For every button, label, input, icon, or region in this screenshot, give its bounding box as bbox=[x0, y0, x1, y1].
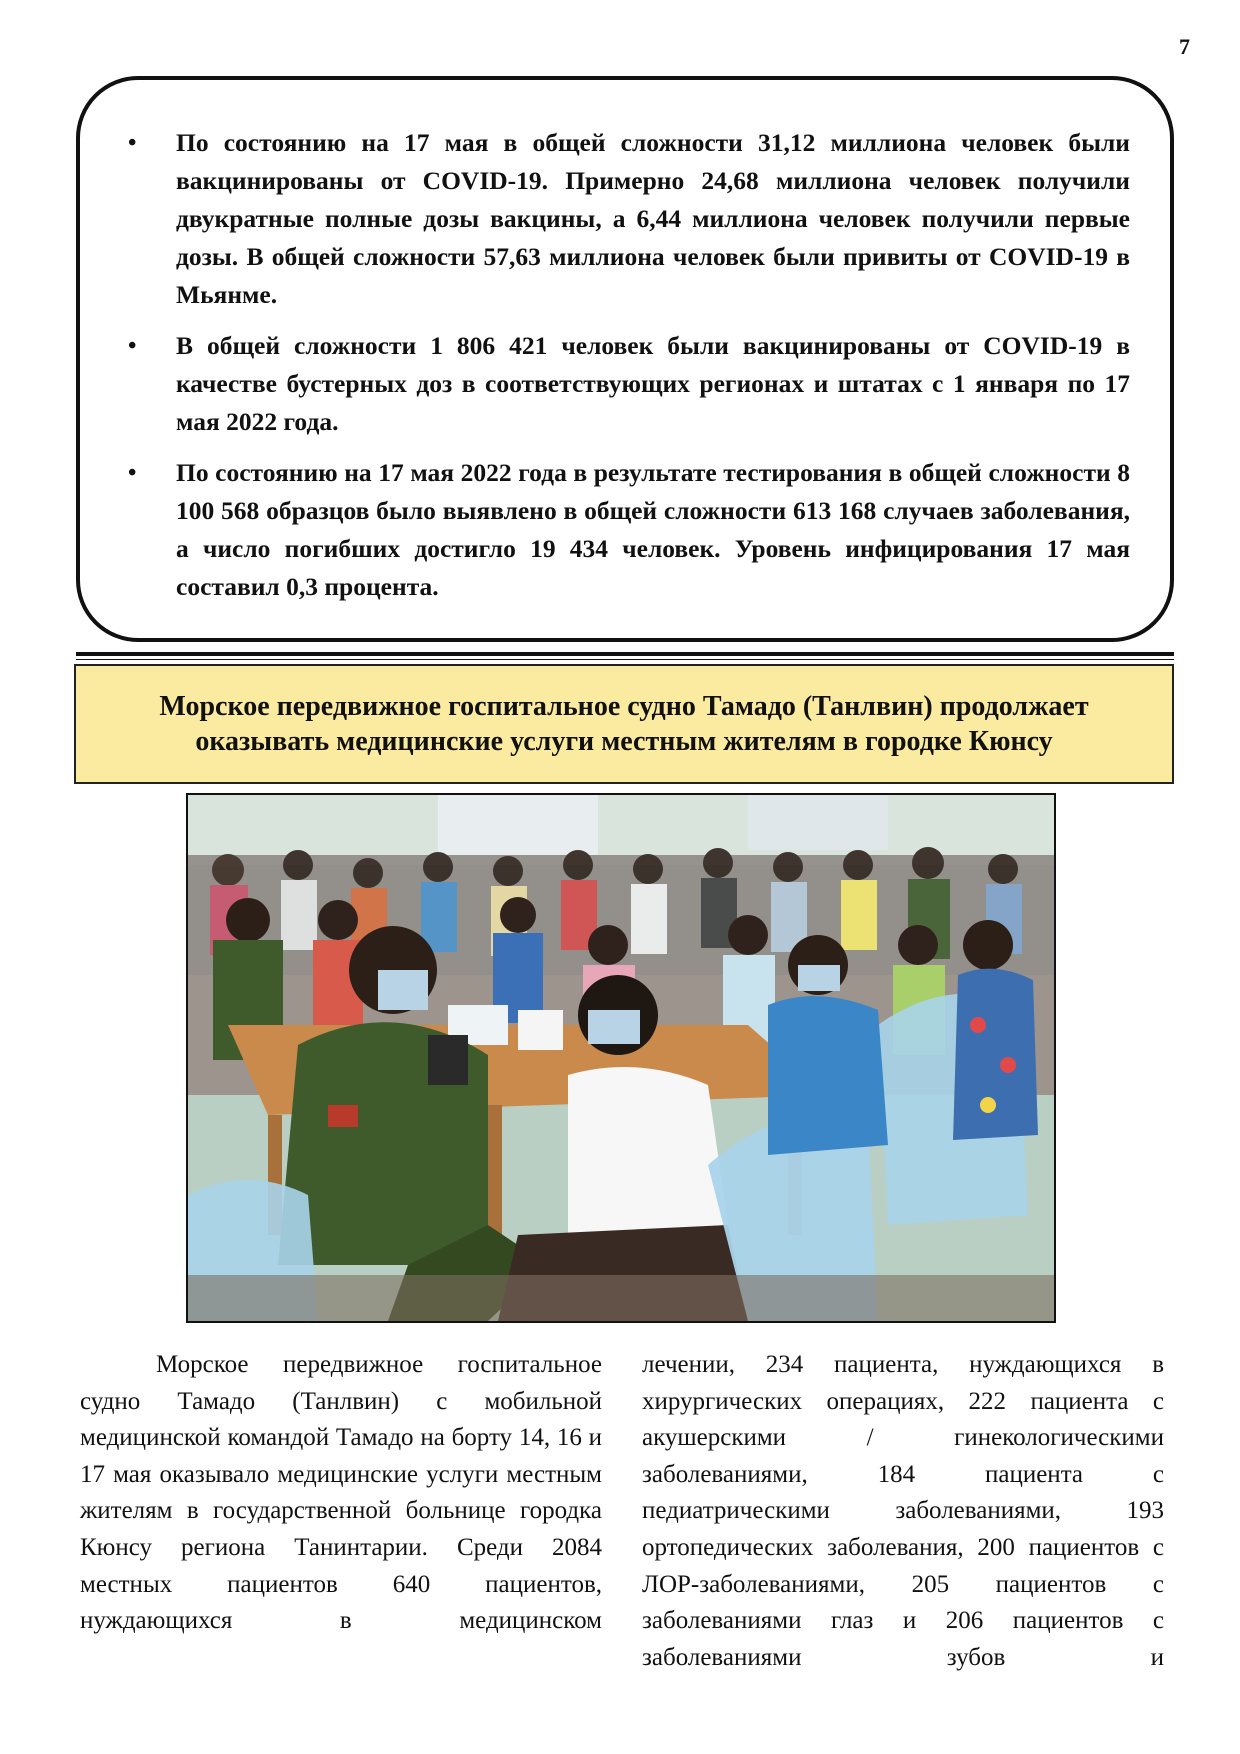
section-divider bbox=[76, 652, 1174, 656]
article-column-left bbox=[80, 1347, 602, 1640]
article-column-right bbox=[642, 1347, 1164, 1676]
article-headline: Морское передвижное госпитальное судно Тамадо (Танлвин) продолжает оказывать медицинские услуги местным жителям в городке Кюнсу bbox=[159, 691, 1089, 757]
summary-item-booster: • В общей сложности 1 806 421 человек были вакцинированы от COVID-19 в качестве бустерных доз в соответствующих регионах и штатах с 1 января по 17 мая 2022 года. bbox=[110, 327, 1130, 441]
summary-list bbox=[110, 124, 1130, 606]
summary-item-testing: • По состоянию на 17 мая 2022 года в результате тестирования в общей сложности 8 100 568 образцов было выявлено в общей сложности 613 168 случаев заболевания, а число погибших достигло 19 434 человек. Уровень инфицирования 17 мая составил 0,3 процента. bbox=[110, 454, 1130, 606]
covid-summary-box bbox=[76, 76, 1174, 642]
section-divider-thin bbox=[76, 659, 1174, 660]
article-photo bbox=[186, 793, 1056, 1323]
article-text-right: лечении, 234 пациента, нуждающихся в хирургических операциях, 222 пациента с акушерскими / гинекологическими заболеваниями, 184 пациента с педиатрическими заболеваниями, 193 ортопедических заболевания, 200 пациентов с ЛОР-заболеваниями, 205 пациентов с заболеваниями глаз и 206 пациентов с заболеваниями зубов и bbox=[642, 1351, 1164, 1671]
page-number: 7 bbox=[1179, 34, 1190, 59]
summary-item-vaccination: • По состоянию на 17 мая в общей сложности 31,12 миллиона человек были вакцинированы от COVID-19. Примерно 24,68 миллиона человек получили двукратные полные дозы вакцины, а 6,44 миллиона человек получили первые дозы. В общей сложности 57,63 миллиона человек были привиты от COVID-19 в Мьянме. bbox=[110, 124, 1130, 314]
article-text-left: Морское передвижное госпитальное судно Тамадо (Танлвин) с мобильной медицинской командой Тамадо на борту 14, 16 и 17 мая оказывало медицинские услуги местным жителям в государственной больнице городка Кюнсу региона Танинтарии. Среди 2084 местных пациентов 640 пациентов, нуждающихся в медицинском bbox=[80, 1351, 602, 1635]
article-headline-box bbox=[74, 664, 1174, 784]
medical-consultation-photo bbox=[188, 795, 1054, 1321]
